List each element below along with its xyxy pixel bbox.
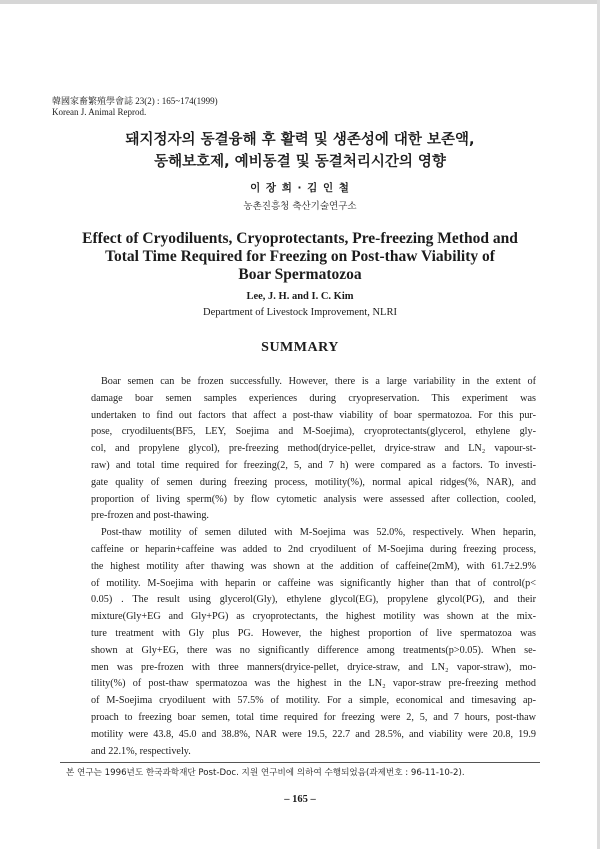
summary-line: raw) and total time required for freezing(2, 5, and 7 h) were compared as a factors. To investi- (91, 459, 536, 471)
summary-line: proportion of living sperm(%) by flow cytometic analysis were assessed after collection, cooled, (91, 493, 536, 505)
summary-line: tility(%) of post-thaw spermatozoa was the highest in the LN₂ vapor-straw pre-freezing method (91, 678, 536, 690)
summary-line: motility were 43.8, 45.0 and 38.8%, NAR were 19.5, 22.7 and 28.5%, and viability were 20.8, 19.9 (91, 728, 536, 740)
summary-line: 0.05) . The result using glycerol(Gly), ethylene glycol(EG), propylene glycol(PG), and their (91, 594, 536, 606)
summary-body (91, 374, 536, 760)
footnote-divider (60, 762, 540, 763)
summary-line: proach to freezing boar semen, total time required for freezing were 2, 5, and 7 hours, post-thaw (91, 711, 536, 723)
summary-line: and 22.1%, respectively. (91, 745, 191, 757)
journal-citation (52, 96, 218, 118)
footnote: 본 연구는 1996년도 한국과학재단 Post-Doc. 지원 연구비에 의하여 수행되었음(과제번호 : 96-11-10-2). (66, 768, 465, 778)
english-affiliation: Department of Livestock Improvement, NLRI (203, 307, 397, 318)
summary-line: caffeine or heparin+caffeine was added to 2nd cryodiluent of M-Soejima during freezing process, (91, 543, 536, 555)
summary-line: undertaken to find out factors that affect a post-thaw viability of boar spermatozoa. For this pur- (91, 409, 536, 421)
summary-line: Post-thaw motility of semen diluted with M-Soejima was 52.0%, respectively. When heparin, (101, 527, 536, 539)
summary-heading: SUMMARY (261, 340, 339, 355)
english-title-line: Boar Spermatozoa (238, 266, 362, 283)
journal-name-english: Korean J. Animal Reprod. (52, 107, 147, 117)
summary-line: men was pre-frozen with three manners(dryice-pellet, dryice-straw, and LN₂ vapor-straw), mo- (91, 661, 536, 673)
summary-line: pre-frozen and post-thawing. (91, 510, 209, 522)
summary-line: of motility. M-Soejima with heparin or caffeine was significantly higher than that of control(p< (91, 577, 536, 589)
summary-line: of M-Soejima cryodiluent with 57.5% of motility. For a simple, economical and timesaving ap- (91, 695, 536, 707)
summary-line: ture treatment with Gly plus PG. However, the highest proportion of live spermatozoa was (91, 627, 536, 639)
summary-line: col, and propylene glycol), pre-freezing method(dryice-pellet, dryice-straw and LN₂ vapour-st- (91, 443, 536, 455)
english-title-line: Effect of Cryodiluents, Cryoprotectants, Pre-freezing Method and (82, 230, 518, 247)
english-title (0, 230, 600, 284)
summary-line: damage boar semen samples experiences during cryopreservation. This experiment was (91, 392, 536, 404)
scan-edge-top (0, 0, 600, 4)
summary-line: pose, cryodiluents(BF5, LEY, Soejima and M-Soejima), cryoprotectants(glycerol, ethylene gly- (91, 426, 536, 438)
summary-line: gate quality of semen during freezing process, motility(%), normal apical ridges(%, NAR), and (91, 476, 536, 488)
korean-authors: 이 장 희 · 김 인 철 (250, 182, 350, 194)
summary-line: shown at Gly+EG, there was no significantly difference among treatments(p>0.05). When se- (91, 644, 536, 656)
summary-line: the highest motility after thawing was shown at the addition of caffeine(2mM), with 61.7±2.9% (91, 560, 536, 572)
korean-title-line: 동해보호제, 예비동결 및 동결처리시간의 영향 (154, 154, 446, 170)
korean-title (0, 129, 600, 173)
korean-title-line: 돼지정자의 동결융해 후 활력 및 생존성에 대한 보존액, (125, 132, 475, 148)
page-number: – 165 – (284, 794, 316, 805)
korean-affiliation: 농촌진흥청 축산기술연구소 (243, 201, 357, 212)
summary-line: mixture(Gly+EG and Gly+PG) as cryoprotectants, the highest motility was shown at the mix- (91, 611, 536, 623)
journal-citation-korean: 韓國家畜繁殖學會誌 23(2) : 165~174(1999) (52, 96, 218, 106)
english-authors: Lee, J. H. and I. C. Kim (246, 291, 354, 302)
summary-line: Boar semen can be frozen successfully. However, there is a large variability in the extent of (101, 376, 536, 387)
english-title-line: Total Time Required for Freezing on Post-thaw Viability of (105, 248, 495, 265)
